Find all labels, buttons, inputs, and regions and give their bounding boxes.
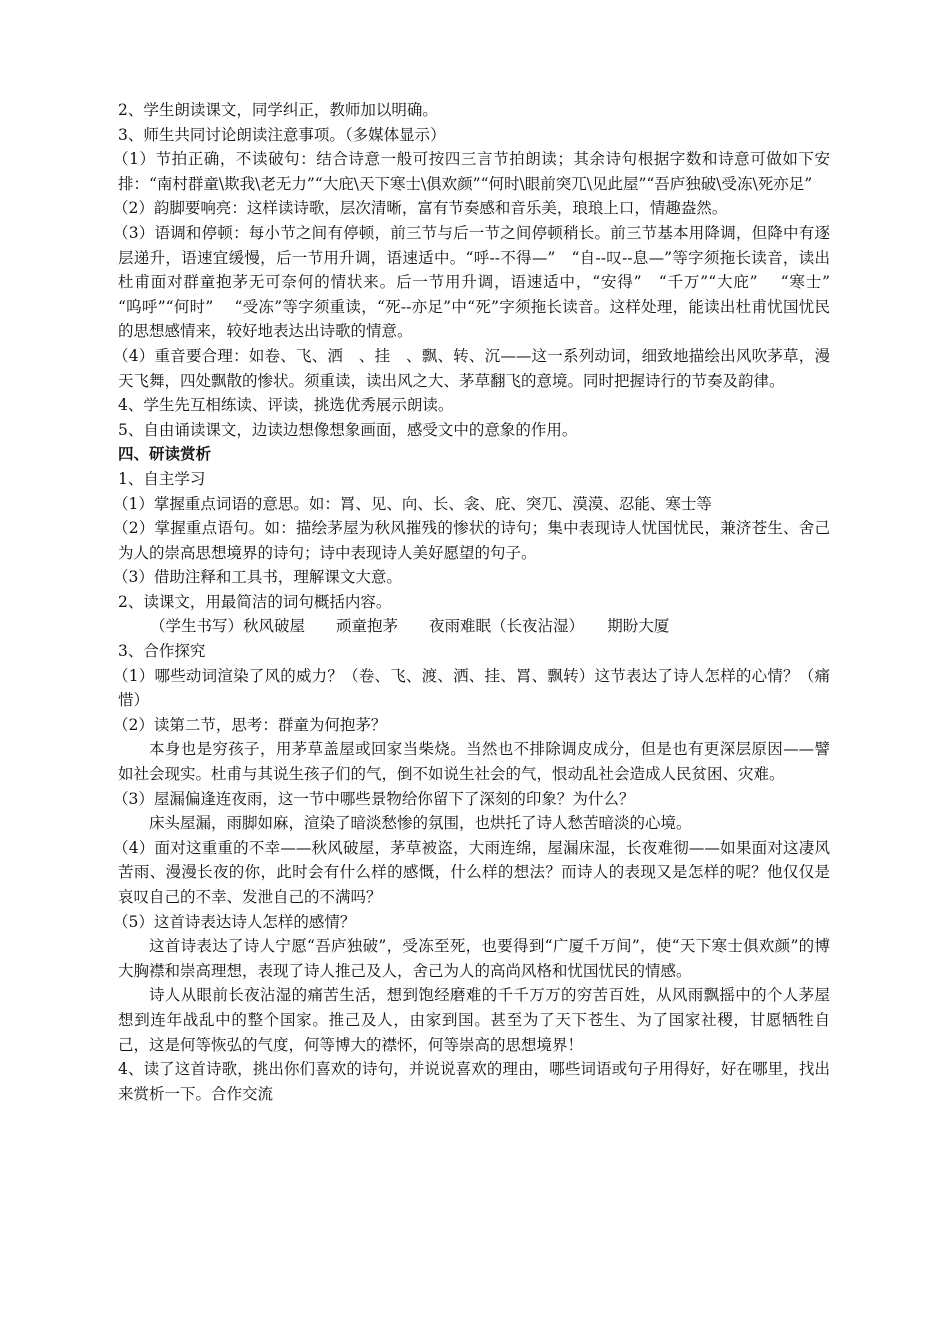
paragraph-summary-phrases: （学生书写）秋风破屋 顽童抱茅 夜雨难眠（长夜沾湿） 期盼大厦 [150, 617, 670, 636]
section-heading-analysis: 四、研读赏析 [118, 444, 212, 464]
answer-emotion-2: 诗人从眼前长夜沾湿的痛苦生活，想到饱经磨难的千千万万的穷苦百姓，从风雨飘摇中的个人茅屋想到连年战乱中的整个国家。推己及人，由家到国。甚至为了天下苍生、为了国家社稷，甘愿牺牲自己，这是何等恢弘的气度，何等博大的襟怀，何等崇高的思想境界！ [118, 986, 830, 1054]
paragraph-stress: （4）重音要合理：如卷、飞、洒 、挂 、飘、转、沉——这一系列动词，细致地描绘出风吹茅草，漫天飞舞，四处飘散的惨状。须重读，读出风之大、茅草翻飞的意境。同时把握诗行的节奏及韵律。 [113, 346, 830, 390]
paragraph-step-5: 5、自由诵读课文，边读边想像想象画面，感受文中的意象的作用。 [118, 420, 578, 439]
question-children: （2）读第二节，思考：群童为何抱茅？ [113, 715, 387, 734]
question-verbs: （1）哪些动词渲染了风的威力？（卷、飞、渡、洒、挂、罥、飘转）这节表达了诗人怎样的心情？（痛惜） [113, 666, 830, 710]
document-body [113, 98, 851, 1106]
question-emotion: （5）这首诗表达诗人怎样的感情？ [113, 912, 356, 931]
answer-children: 本身也是穷孩子，用茅草盖屋或回家当柴烧。当然也不排除调皮成分，但是也有更深层原因——譬如社会现实。杜甫与其说生孩子们的气，倒不如说生社会的气，恨动乱社会造成人民贫困、灾难。 [118, 740, 830, 784]
answer-emotion-1: 这首诗表达了诗人宁愿“吾庐独破”，受冻至死，也要得到“广厦千万间”，使“天下寒士俱欢颜”的博大胸襟和崇高理想，表现了诗人推己及人，舍己为人的高尚风格和忧国忧民的情感。 [118, 937, 830, 980]
paragraph-rhyme: （2）韵脚要响亮：这样读诗歌，层次清晰，富有节奏感和音乐美，琅琅上口，情趣盎然。 [113, 199, 728, 218]
paragraph-step-2: 2、学生朗读课文，同学纠正，教师加以明确。 [118, 101, 438, 119]
answer-leaking-roof: 床头屋漏，雨脚如麻，渲染了暗淡愁惨的氛围，也烘托了诗人愁苦暗淡的心境。 [149, 814, 692, 833]
question-misfortune: （4）面对这重重的不幸——秋风破屋，茅草被盗，大雨连绵，屋漏床湿，长夜难彻——如果面对这凄风苦雨、漫漫长夜的你，此时会有什么样的感慨，什么样的想法？而诗人的表现又是怎样的呢？他仅仅是哀叹自己的不幸、发泄自己的不满吗？ [113, 838, 830, 906]
paragraph-step-4-appreciation: 4、读了这首诗歌，挑出你们喜欢的诗句，并说说喜欢的理由，哪些词语或句子用得好，好在哪里，找出来赏析一下。合作交流 [118, 1060, 830, 1103]
subheading-self-study: 1、自主学习 [118, 469, 206, 488]
subheading-summarize: 2、读课文，用最简洁的词句概括内容。 [118, 592, 392, 611]
question-leaking-roof: （3）屋漏偏逢连夜雨，这一节中哪些景物给你留下了深刻的印象？为什么？ [113, 789, 635, 808]
paragraph-key-words: （1）掌握重点词语的意思。如：罥、见、向、长、衾、庇、突兀、漠漠、忍能、寒士等 [113, 494, 712, 513]
subheading-cooperative-inquiry: 3、合作探究 [118, 642, 206, 661]
paragraph-step-3: 3、师生共同讨论朗读注意事项。（多媒体显示） [118, 125, 446, 144]
paragraph-step-4: 4、学生先互相练读、评读，挑选优秀展示朗读。 [118, 396, 454, 415]
paragraph-intonation: （3）语调和停顿：每小节之间有停顿，前三节与后一节之间停顿稍长。前三节基本用降调，但降中有逐层递升，语速宜缓慢，后一节用升调，语速适中。“呼--不得—” “自--叹--息—”等字须拖长读音，读出杜甫面对群童抱茅无可奈何的情状来。后一节用升调，语速适中，“安得” “千万”“大庇” “寒士” “呜呼”“何时” “受冻”等字须重读，“死--亦足”中“死”字须拖长读音。这样处理，能读出杜甫忧国忧民的思想感情来，较好地表达出诗歌的情意。 [113, 223, 851, 341]
paragraph-rhythm: （1）节拍正确，不读破句：结合诗意一般可按四三言节拍朗读；其余诗句根据字数和诗意可做如下安排：“南村群童\欺我\老无力”“大庇\天下寒士\俱欢颜”“何时\眼前突兀\见此屋”“吾庐独破\受冻\死亦足” [113, 150, 830, 193]
paragraph-annotations: （3）借助注释和工具书，理解课文大意。 [113, 568, 402, 587]
paragraph-key-sentences: （2）掌握重点语句。如：描绘茅屋为秋风摧残的惨状的诗句；集中表现诗人忧国忧民，兼济苍生、舍己为人的崇高思想境界的诗句；诗中表现诗人美好愿望的句子。 [113, 519, 830, 562]
